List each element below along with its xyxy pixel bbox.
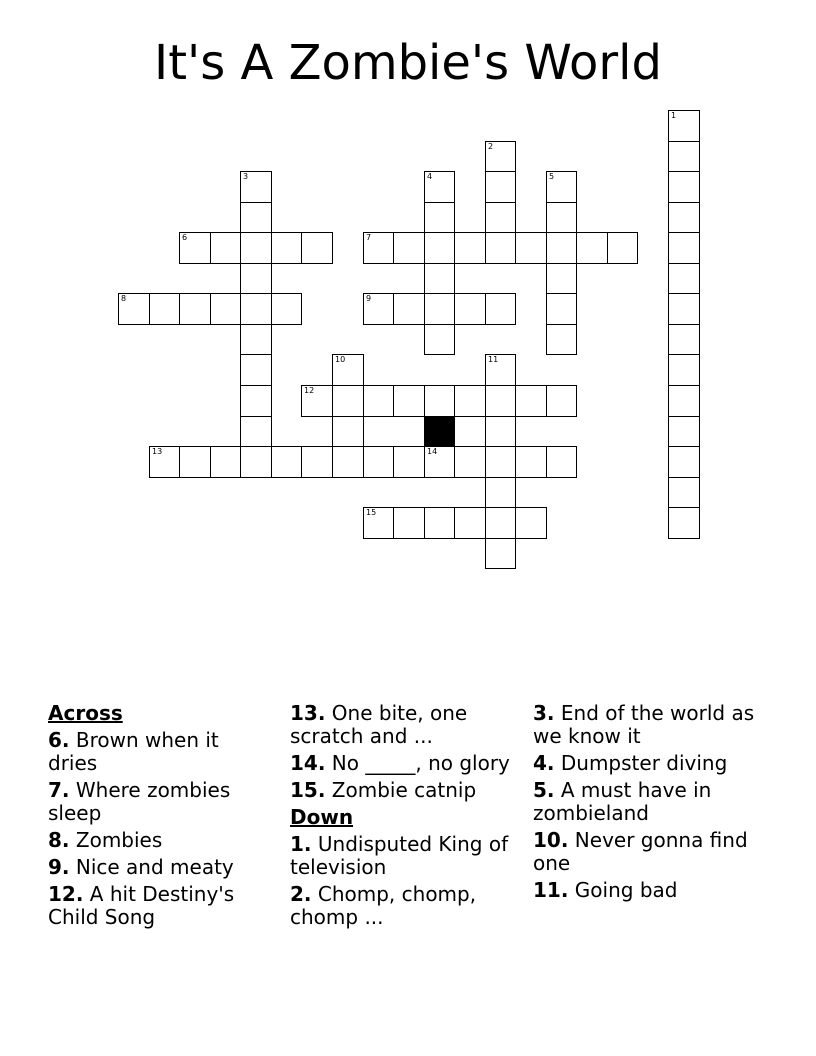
grid-cell[interactable] xyxy=(668,446,700,478)
grid-cell[interactable] xyxy=(179,293,211,325)
grid-cell[interactable] xyxy=(485,293,516,325)
down-heading: Down xyxy=(290,805,354,829)
grid-cell[interactable] xyxy=(668,385,700,417)
clue-down-11 xyxy=(533,879,758,902)
grid-cell[interactable] xyxy=(485,416,516,447)
grid-cell[interactable] xyxy=(424,202,455,233)
clue-text: Dumpster diving xyxy=(560,751,728,775)
grid-cell[interactable] xyxy=(210,446,241,478)
grid-cell[interactable] xyxy=(668,232,700,264)
grid-cell[interactable] xyxy=(332,416,364,447)
grid-cell[interactable] xyxy=(424,446,455,478)
grid-cell[interactable] xyxy=(668,324,700,355)
clue-across-6 xyxy=(48,729,273,775)
clue-text: One bite, one scratch and ... xyxy=(290,701,468,748)
clue-across-7 xyxy=(48,779,273,825)
grid-cell[interactable] xyxy=(485,232,516,264)
grid-cell[interactable] xyxy=(668,354,700,386)
grid-cell[interactable] xyxy=(546,263,577,294)
clue-text: Brown when it dries xyxy=(48,728,219,775)
grid-cell[interactable] xyxy=(240,385,272,417)
grid-cell[interactable] xyxy=(332,446,364,478)
clue-text: Where zombies sleep xyxy=(48,778,231,825)
grid-cell[interactable] xyxy=(393,232,425,264)
clue-number-label: 10 xyxy=(335,355,346,364)
clue-text: Chomp, chomp, chomp ... xyxy=(290,882,477,929)
grid-cell[interactable] xyxy=(363,507,394,539)
grid-cell[interactable] xyxy=(454,385,486,417)
grid-cell[interactable] xyxy=(485,202,516,233)
clue-number-label: 2 xyxy=(488,142,494,151)
grid-cell[interactable] xyxy=(668,416,700,447)
clue-text: Zombie catnip xyxy=(331,778,477,802)
grid-cell[interactable] xyxy=(424,171,455,203)
grid-cell[interactable] xyxy=(118,293,150,325)
clue-number-label: 5 xyxy=(549,172,555,181)
clue-down-5 xyxy=(533,779,758,825)
clue-across-9 xyxy=(48,856,273,879)
grid-cell[interactable] xyxy=(240,232,272,264)
clue-number-label: 6 xyxy=(182,233,188,242)
grid-cell[interactable] xyxy=(668,507,700,539)
grid-cell[interactable] xyxy=(424,293,455,325)
grid-cell[interactable] xyxy=(240,324,272,355)
clue-number: 9. xyxy=(48,855,70,879)
clue-down-4 xyxy=(533,752,758,775)
grid-cell[interactable] xyxy=(393,507,425,539)
grid-cell[interactable] xyxy=(271,446,302,478)
clue-number-label: 7 xyxy=(366,233,372,242)
grid-cell[interactable] xyxy=(485,171,516,203)
clue-text: Nice and meaty xyxy=(75,855,234,879)
clues-column-2 xyxy=(290,702,515,933)
grid-cell[interactable] xyxy=(515,507,547,539)
grid-cell[interactable] xyxy=(240,446,272,478)
grid-cell[interactable] xyxy=(240,171,272,203)
grid-cell[interactable] xyxy=(271,293,302,325)
clue-number: 3. xyxy=(533,701,555,725)
grid-cell[interactable] xyxy=(424,232,455,264)
grid-cell[interactable] xyxy=(393,293,425,325)
clue-number: 13. xyxy=(290,701,326,725)
grid-cell[interactable] xyxy=(546,202,577,233)
clue-number: 5. xyxy=(533,778,555,802)
grid-cell[interactable] xyxy=(424,263,455,294)
clue-number-label: 4 xyxy=(427,172,433,181)
clue-number-label: 1 xyxy=(671,111,677,120)
clue-number: 10. xyxy=(533,828,569,852)
clues-column-3 xyxy=(533,702,758,906)
grid-cell[interactable] xyxy=(332,354,364,386)
clue-down-10 xyxy=(533,829,758,875)
grid-cell[interactable] xyxy=(668,171,700,203)
clue-number: 4. xyxy=(533,751,555,775)
grid-cell[interactable] xyxy=(240,293,272,325)
grid-cell[interactable] xyxy=(546,385,577,417)
grid-cell[interactable] xyxy=(546,324,577,355)
clue-text: Never gonna find one xyxy=(533,828,748,875)
clue-number: 11. xyxy=(533,878,569,902)
clue-text: A hit Destiny's Child Song xyxy=(48,882,235,929)
clue-across-8 xyxy=(48,829,273,852)
grid-cell[interactable] xyxy=(149,293,180,325)
clue-across-13 xyxy=(290,702,515,748)
clue-number: 7. xyxy=(48,778,70,802)
grid-cell[interactable] xyxy=(668,263,700,294)
black-cell xyxy=(424,416,455,447)
clue-number: 15. xyxy=(290,778,326,802)
grid-cell[interactable] xyxy=(515,232,547,264)
grid-cell[interactable] xyxy=(271,232,302,264)
grid-cell[interactable] xyxy=(393,446,425,478)
grid-cell[interactable] xyxy=(668,110,700,142)
clue-number-label: 15 xyxy=(366,508,377,517)
grid-cell[interactable] xyxy=(363,293,394,325)
clue-number: 14. xyxy=(290,751,326,775)
grid-cell[interactable] xyxy=(240,354,272,386)
clue-text: End of the world as we know it xyxy=(533,701,755,748)
grid-cell[interactable] xyxy=(210,293,241,325)
grid-cell[interactable] xyxy=(485,354,516,386)
grid-cell[interactable] xyxy=(546,446,577,478)
grid-cell[interactable] xyxy=(363,385,394,417)
grid-cell[interactable] xyxy=(485,538,516,569)
grid-cell[interactable] xyxy=(546,293,577,325)
grid-cell[interactable] xyxy=(454,507,486,539)
grid-cell[interactable] xyxy=(454,446,486,478)
clue-number: 12. xyxy=(48,882,84,906)
grid-cell[interactable] xyxy=(363,232,394,264)
grid-cell[interactable] xyxy=(332,385,364,417)
grid-cell[interactable] xyxy=(485,507,516,539)
clue-across-15 xyxy=(290,779,515,802)
grid-cell[interactable] xyxy=(485,477,516,508)
grid-cell[interactable] xyxy=(668,141,700,172)
grid-cell[interactable] xyxy=(576,232,608,264)
grid-cell[interactable] xyxy=(363,446,394,478)
grid-cell[interactable] xyxy=(607,232,638,264)
clues-column-1 xyxy=(48,702,273,933)
grid-cell[interactable] xyxy=(485,385,516,417)
grid-cell[interactable] xyxy=(424,385,455,417)
grid-cell[interactable] xyxy=(515,446,547,478)
clue-number: 2. xyxy=(290,882,312,906)
grid-cell[interactable] xyxy=(424,324,455,355)
clue-down-1 xyxy=(290,833,515,879)
grid-cell[interactable] xyxy=(240,263,272,294)
clue-number-label: 13 xyxy=(152,447,163,456)
clue-number: 6. xyxy=(48,728,70,752)
clue-across-12 xyxy=(48,883,273,929)
clue-number-label: 12 xyxy=(304,386,315,395)
clue-number-label: 11 xyxy=(488,355,499,364)
clue-across-14 xyxy=(290,752,515,775)
grid-cell[interactable] xyxy=(454,232,486,264)
clue-number-label: 8 xyxy=(121,294,127,303)
clue-number: 8. xyxy=(48,828,70,852)
grid-cell[interactable] xyxy=(424,507,455,539)
grid-cell[interactable] xyxy=(301,385,333,417)
clue-number-label: 3 xyxy=(243,172,249,181)
clue-text: Undisputed King of television xyxy=(290,832,509,879)
grid-cell[interactable] xyxy=(149,446,180,478)
clue-text: No _____, no glory xyxy=(331,751,510,775)
grid-cell[interactable] xyxy=(210,232,241,264)
clue-number-label: 14 xyxy=(427,447,438,456)
grid-cell[interactable] xyxy=(454,293,486,325)
grid-cell[interactable] xyxy=(179,446,211,478)
grid-cell[interactable] xyxy=(546,232,577,264)
grid-cell[interactable] xyxy=(301,446,333,478)
grid-cell[interactable] xyxy=(301,232,333,264)
grid-cell[interactable] xyxy=(515,385,547,417)
grid-cell[interactable] xyxy=(668,202,700,233)
clue-number: 1. xyxy=(290,832,312,856)
grid-cell[interactable] xyxy=(485,446,516,478)
grid-cell[interactable] xyxy=(668,477,700,508)
clue-down-3 xyxy=(533,702,758,748)
grid-cell[interactable] xyxy=(485,141,516,172)
grid-cell[interactable] xyxy=(240,202,272,233)
across-heading: Across xyxy=(48,701,123,725)
clue-down-2 xyxy=(290,883,515,929)
clue-number-label: 9 xyxy=(366,294,372,303)
puzzle-title: It's A Zombie's World xyxy=(154,35,662,91)
clue-text: A must have in zombieland xyxy=(533,778,712,825)
grid-cell[interactable] xyxy=(393,385,425,417)
grid-cell[interactable] xyxy=(546,171,577,203)
clue-text: Zombies xyxy=(75,828,163,852)
clue-text: Going bad xyxy=(574,878,678,902)
grid-cell[interactable] xyxy=(668,293,700,325)
grid-cell[interactable] xyxy=(179,232,211,264)
grid-cell[interactable] xyxy=(240,416,272,447)
